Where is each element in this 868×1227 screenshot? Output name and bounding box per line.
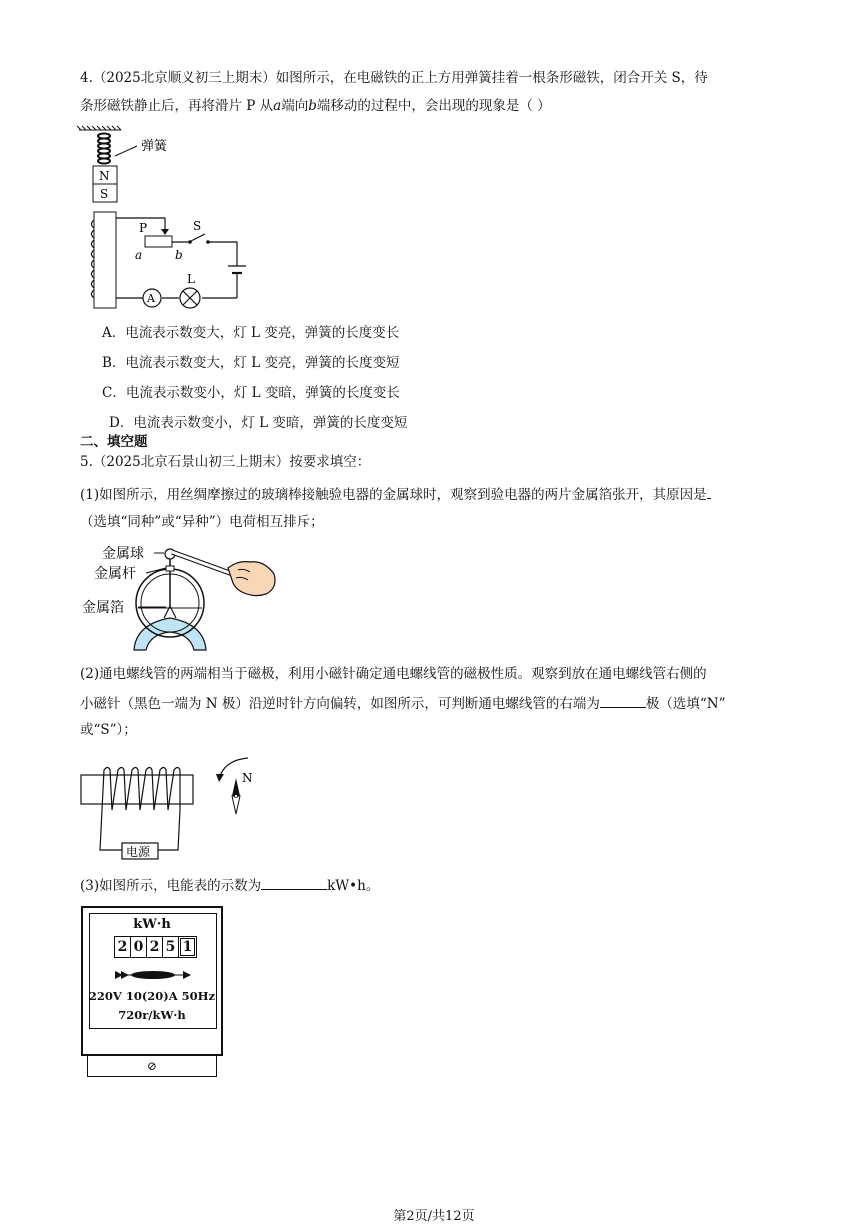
- compass-n-label: N: [242, 771, 253, 785]
- q4-line2: [80, 96, 551, 116]
- solenoid-tube: [81, 775, 193, 804]
- section-heading: 二、填空题: [80, 434, 148, 450]
- metal-foil-label: 金属箔: [82, 600, 124, 616]
- ceiling-hatch: [77, 126, 121, 130]
- switch-s: [191, 234, 205, 241]
- q5-p1-line1: [80, 484, 711, 505]
- var-a: a: [273, 98, 282, 114]
- rheostat-end-a: a: [135, 248, 143, 262]
- q4-option-a: A．电流表示数变大，灯 L 变亮，弹簧的长度变长: [102, 325, 400, 341]
- electric-meter: [81, 906, 223, 1056]
- meter-digit: 0: [131, 937, 147, 957]
- meter-digit: 2: [147, 937, 163, 957]
- electroscope-base: [134, 618, 206, 650]
- hand: [228, 562, 275, 596]
- q4-line2-c: 端移动的过程中，会出现的现象是（ ）: [316, 98, 551, 114]
- meter-terminal-icon: ⊘: [146, 1059, 158, 1073]
- ammeter-label: A: [147, 292, 155, 305]
- q4-option-c: C．电流表示数变小，灯 L 变暗，弹簧的长度变长: [102, 385, 400, 401]
- q4-line2-b: 端向: [281, 98, 309, 114]
- q5-p3-b: kW•h。: [327, 878, 380, 894]
- answer-blank-2[interactable]: [600, 693, 646, 708]
- q5-title: 5.（2025北京石景山初三上期末）按要求填空：: [80, 454, 371, 470]
- meter-unit: kW·h: [133, 917, 171, 932]
- meter-digit: 5: [163, 937, 179, 957]
- meter-spec-line2: 720r/kW·h: [118, 1008, 186, 1022]
- meter-disc-arrow: [111, 967, 195, 983]
- spring-label: 弹簧: [141, 139, 168, 154]
- q4-option-d: D．电流表示数变小，灯 L 变暗，弹簧的长度变短: [109, 415, 408, 431]
- electroscope-figure: [78, 538, 283, 656]
- answer-blank-3[interactable]: [261, 875, 327, 890]
- meter-digits: [114, 936, 197, 958]
- compass-needle-north: [232, 778, 240, 796]
- q5-p2-line3: 或“S”）；: [80, 722, 137, 738]
- answer-blank-1[interactable]: [707, 484, 711, 499]
- spring: [98, 134, 110, 164]
- q5-p1-line1-text: (1)如图所示，用丝绸摩擦过的玻璃棒接触验电器的金属球时，观察到验电器的两片金属箔张开，其原因是: [80, 487, 707, 503]
- q4-option-b: B．电流表示数变大，灯 L 变亮，弹簧的长度变短: [102, 355, 400, 371]
- meter-spec-line1: 220V 10(20)A 50Hz: [88, 989, 216, 1003]
- magnet-n-label: N: [99, 169, 110, 183]
- q5-p3-a: (3)如图所示，电能表的示数为: [80, 878, 262, 894]
- metal-rod-label: 金属杆: [94, 566, 136, 582]
- q5-p2-line2-a: 小磁针（黑色一端为 N 极）沿逆时针方向偏转，如图所示，可判断通电螺线管的右端为: [80, 696, 600, 712]
- q5-p2-line2-b: 极（选填“N”: [645, 696, 726, 712]
- q5-p1-line2: （选填“同种”或“异种”）电荷相互排斥；: [80, 514, 324, 530]
- page-footer: 第2页/共12页: [393, 1209, 475, 1224]
- switch-label: S: [193, 219, 202, 233]
- solenoid-figure: [78, 750, 268, 868]
- q5-p2-line1: (2)通电螺线管的两端相当于磁极，利用小磁针确定通电螺线管的磁极性质。观察到放在通电螺线管右侧的: [80, 666, 707, 682]
- slider-p-label: P: [139, 221, 148, 235]
- var-b: b: [308, 98, 317, 114]
- q5-p3: [80, 875, 379, 896]
- electromagnet-circuit-figure: [75, 126, 255, 312]
- slider-p-arrow: [161, 229, 169, 235]
- electromagnet-core: [94, 212, 116, 308]
- rheostat-end-b: b: [175, 248, 183, 262]
- q4-line1: 4.（2025北京顺义初三上期末）如图所示，在电磁铁的正上方用弹簧挂着一根条形磁铁，闭合开关 S，待: [80, 70, 708, 86]
- meter-digit: 2: [115, 937, 131, 957]
- q5-p2-line2: [80, 693, 726, 714]
- power-supply-label: 电源: [126, 845, 151, 859]
- compass-needle-south: [232, 796, 240, 814]
- magnet-s-label: S: [100, 187, 109, 201]
- meter-digit-decimal: 1: [180, 938, 195, 956]
- meter-base: [87, 1056, 217, 1077]
- rheostat: [145, 236, 172, 247]
- metal-ball-label: 金属球: [102, 546, 144, 562]
- lamp-label: L: [187, 272, 195, 286]
- q4-line2-a: 条形磁铁静止后，再将滑片 P 从: [80, 98, 274, 114]
